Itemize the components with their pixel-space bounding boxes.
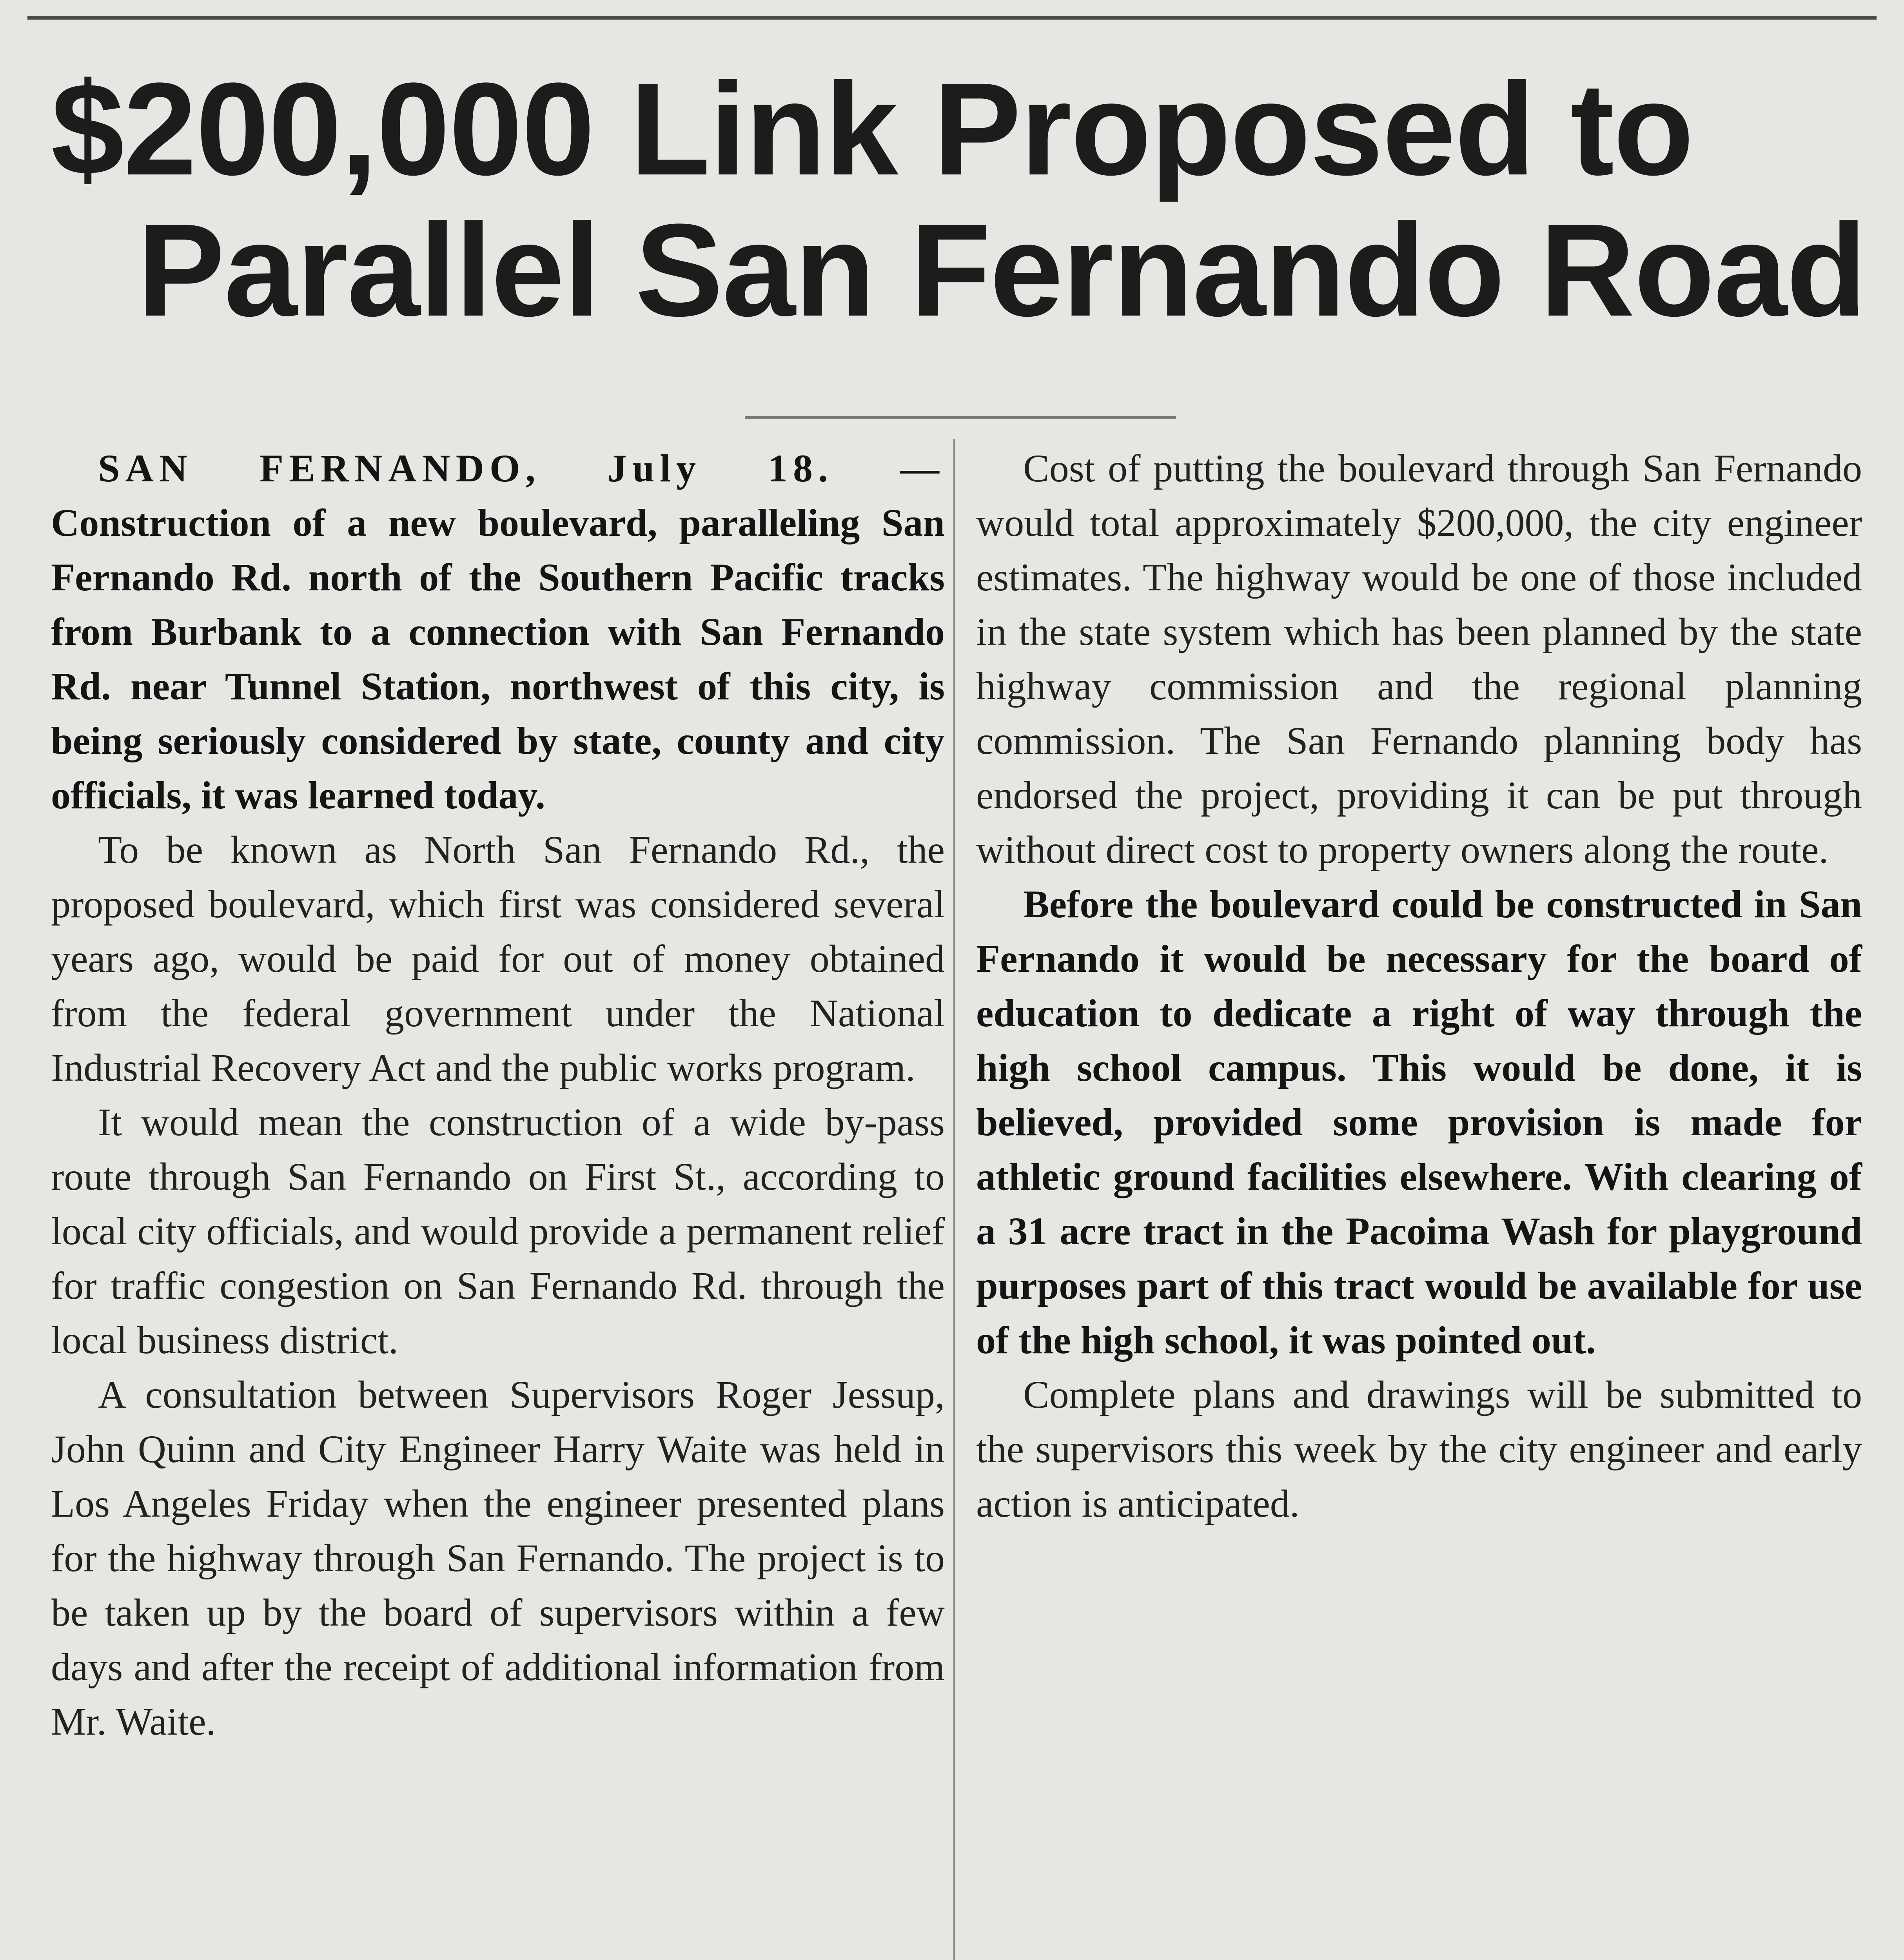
headline-separator — [745, 416, 1176, 419]
headline — [39, 56, 1866, 344]
paragraph-7: Complete plans and drawings will be submitted to the supervisors this week by the city engineer and early action is anticipated. — [976, 1373, 1862, 1525]
paragraph-4: A consultation between Supervisors Roger Jessup, John Quinn and City Engineer Harry Waite was held in Los Angeles Friday when the engineer presented plans for the highway through San Fernando. The project is to be taken up by the board of supervisors within a few days and after the receipt of additional information from Mr. Waite. — [51, 1373, 945, 1743]
paragraph-5: Cost of putting the boulevard through San Fernando would total approximately $200,000, the city engineer estimates. The highway would be one of those included in the state system which has been planned by the state highway commission and the regional planning commission. The San Fernando planning body has endorsed the project, providing it can be put through without direct cost to property owners along the route. — [976, 446, 1862, 871]
paragraph-6: Before the boulevard could be constructed in San Fernando it would be necessary for the board of education to dedicate a right of way through the high school campus. This would be done, it is believed, provided some provision is made for athletic ground facilities elsewhere. With clearing of a 31 acre tract in the Pacoima Wash for playground purposes part of this tract would be available for use of the high school, it was pointed out. — [976, 882, 1862, 1362]
top-rule — [27, 16, 1877, 20]
paragraph-2: To be known as North San Fernando Rd., the proposed boulevard, which first was considered several years ago, would be paid for out of money obtained from the federal government under the National Industrial Recovery Act and the public works program. — [51, 828, 945, 1089]
article-column-right — [976, 441, 1862, 1531]
headline-line-1: $200,000 Link Proposed to — [51, 56, 1693, 203]
lead-paragraph — [51, 441, 945, 822]
lead-text: Construction of a new boulevard, paralleling San Fernando Rd. north of the Southern Pacific tracks from Burbank to a connection with San Fernando Rd. near Tunnel Station, northwest of this city, is being seriously considered by state, county and city officials, it was learned today. — [51, 501, 945, 817]
column-rule — [953, 439, 955, 1960]
dateline: SAN FERNANDO, July 18. — — [98, 446, 945, 490]
headline-line-2: Parallel San Fernando Road — [137, 197, 1866, 344]
article-column-left — [51, 441, 945, 1749]
paragraph-3: It would mean the construction of a wide by-pass route through San Fernando on First St., according to local city officials, and would provide a permanent relief for traffic congestion on San Fernando Rd. through the local business district. — [51, 1100, 945, 1362]
